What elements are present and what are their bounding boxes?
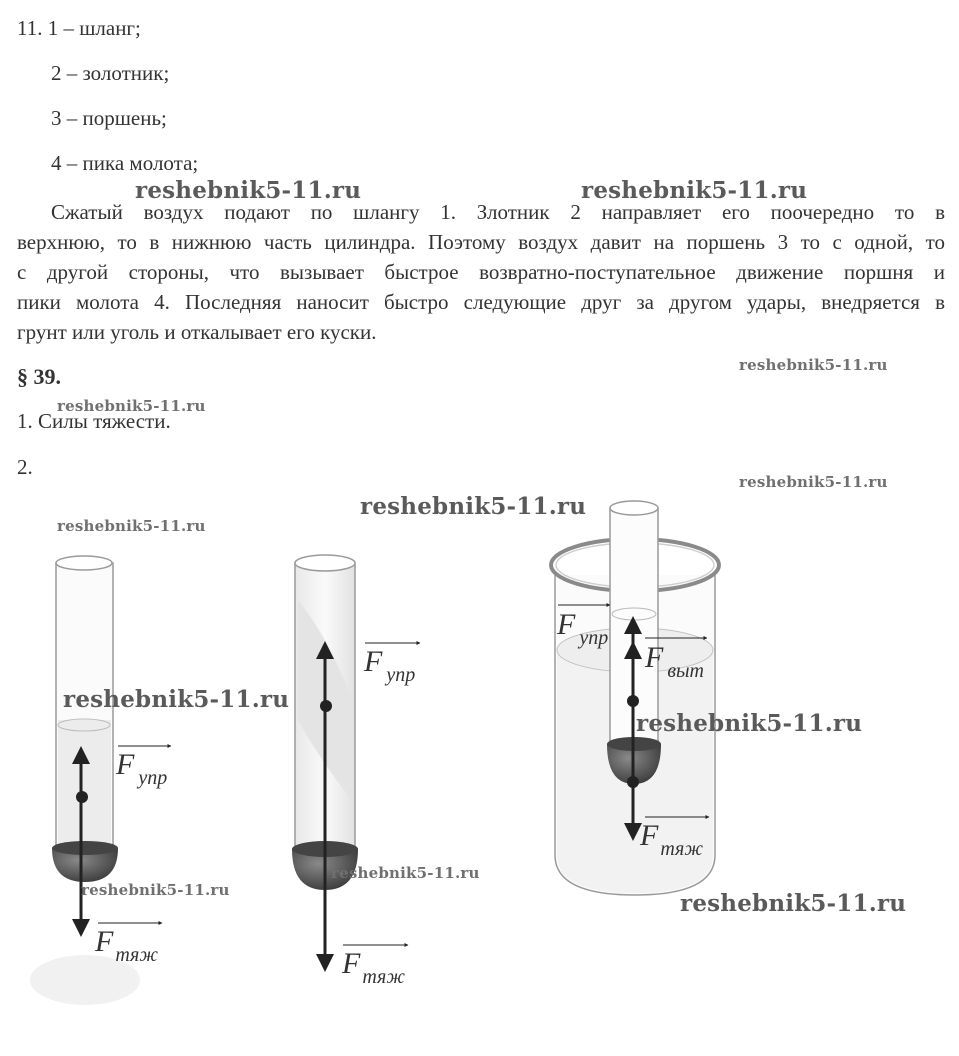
watermark: reshebnik5-11.ru xyxy=(331,864,480,882)
list-item-3: 3 – поршень; xyxy=(51,106,167,130)
answer-2: 2. xyxy=(17,455,33,479)
label-f-tyazh-2: F $_{тяж}$ xyxy=(342,947,405,988)
list-item-1: 11. 1 – шланг; xyxy=(17,16,141,40)
label-f-upr-2: F $_{упр}$ xyxy=(364,645,416,686)
label-f-tyazh-1: F $_{тяж}$ xyxy=(95,925,158,966)
label-f-upr-3: F $_{упр}$ xyxy=(557,608,609,649)
label-f-vyt: F $_{выт}$ xyxy=(645,641,704,682)
watermark: reshebnik5-11.ru xyxy=(739,356,888,374)
paragraph-line-2: верхнюю, то в нижнюю часть цилиндра. Поэтому воздух давит на поршень 3 то с одной, то xyxy=(17,230,945,254)
watermark: reshebnik5-11.ru xyxy=(360,493,587,520)
watermark: reshebnik5-11.ru xyxy=(636,710,863,737)
section-heading: § 39. xyxy=(17,364,61,389)
list-item-4: 4 – пика молота; xyxy=(51,151,199,175)
paragraph-line-4: пики молота 4. Последняя наносит быстро следующие друг за другом удары, внедряется в xyxy=(17,290,945,314)
label-f-upr-1: F $_{упр}$ xyxy=(116,748,168,789)
watermark: reshebnik5-11.ru xyxy=(680,890,907,917)
paragraph-line-3: с другой стороны, что вызывает быстрое возвратно-поступательное движение поршня и xyxy=(17,260,945,284)
watermark: reshebnik5-11.ru xyxy=(57,517,206,535)
watermark: reshebnik5-11.ru xyxy=(581,177,808,204)
list-item-2: 2 – золотник; xyxy=(51,61,170,85)
answer-1: 1. Силы тяжести. xyxy=(17,409,171,433)
watermark: reshebnik5-11.ru xyxy=(63,686,290,713)
watermark: reshebnik5-11.ru xyxy=(739,473,888,491)
paragraph-line-5: грунт или уголь и откалывает его куски. xyxy=(17,320,377,344)
watermark: reshebnik5-11.ru xyxy=(135,177,362,204)
label-f-tyazh-3: F $_{тяж}$ xyxy=(640,819,703,860)
paragraph-line-1: Сжатый воздух подают по шлангу 1. Злотник 2 направляет его поочередно то в xyxy=(51,200,945,224)
watermark: reshebnik5-11.ru xyxy=(81,881,230,899)
watermark: reshebnik5-11.ru xyxy=(57,397,206,415)
